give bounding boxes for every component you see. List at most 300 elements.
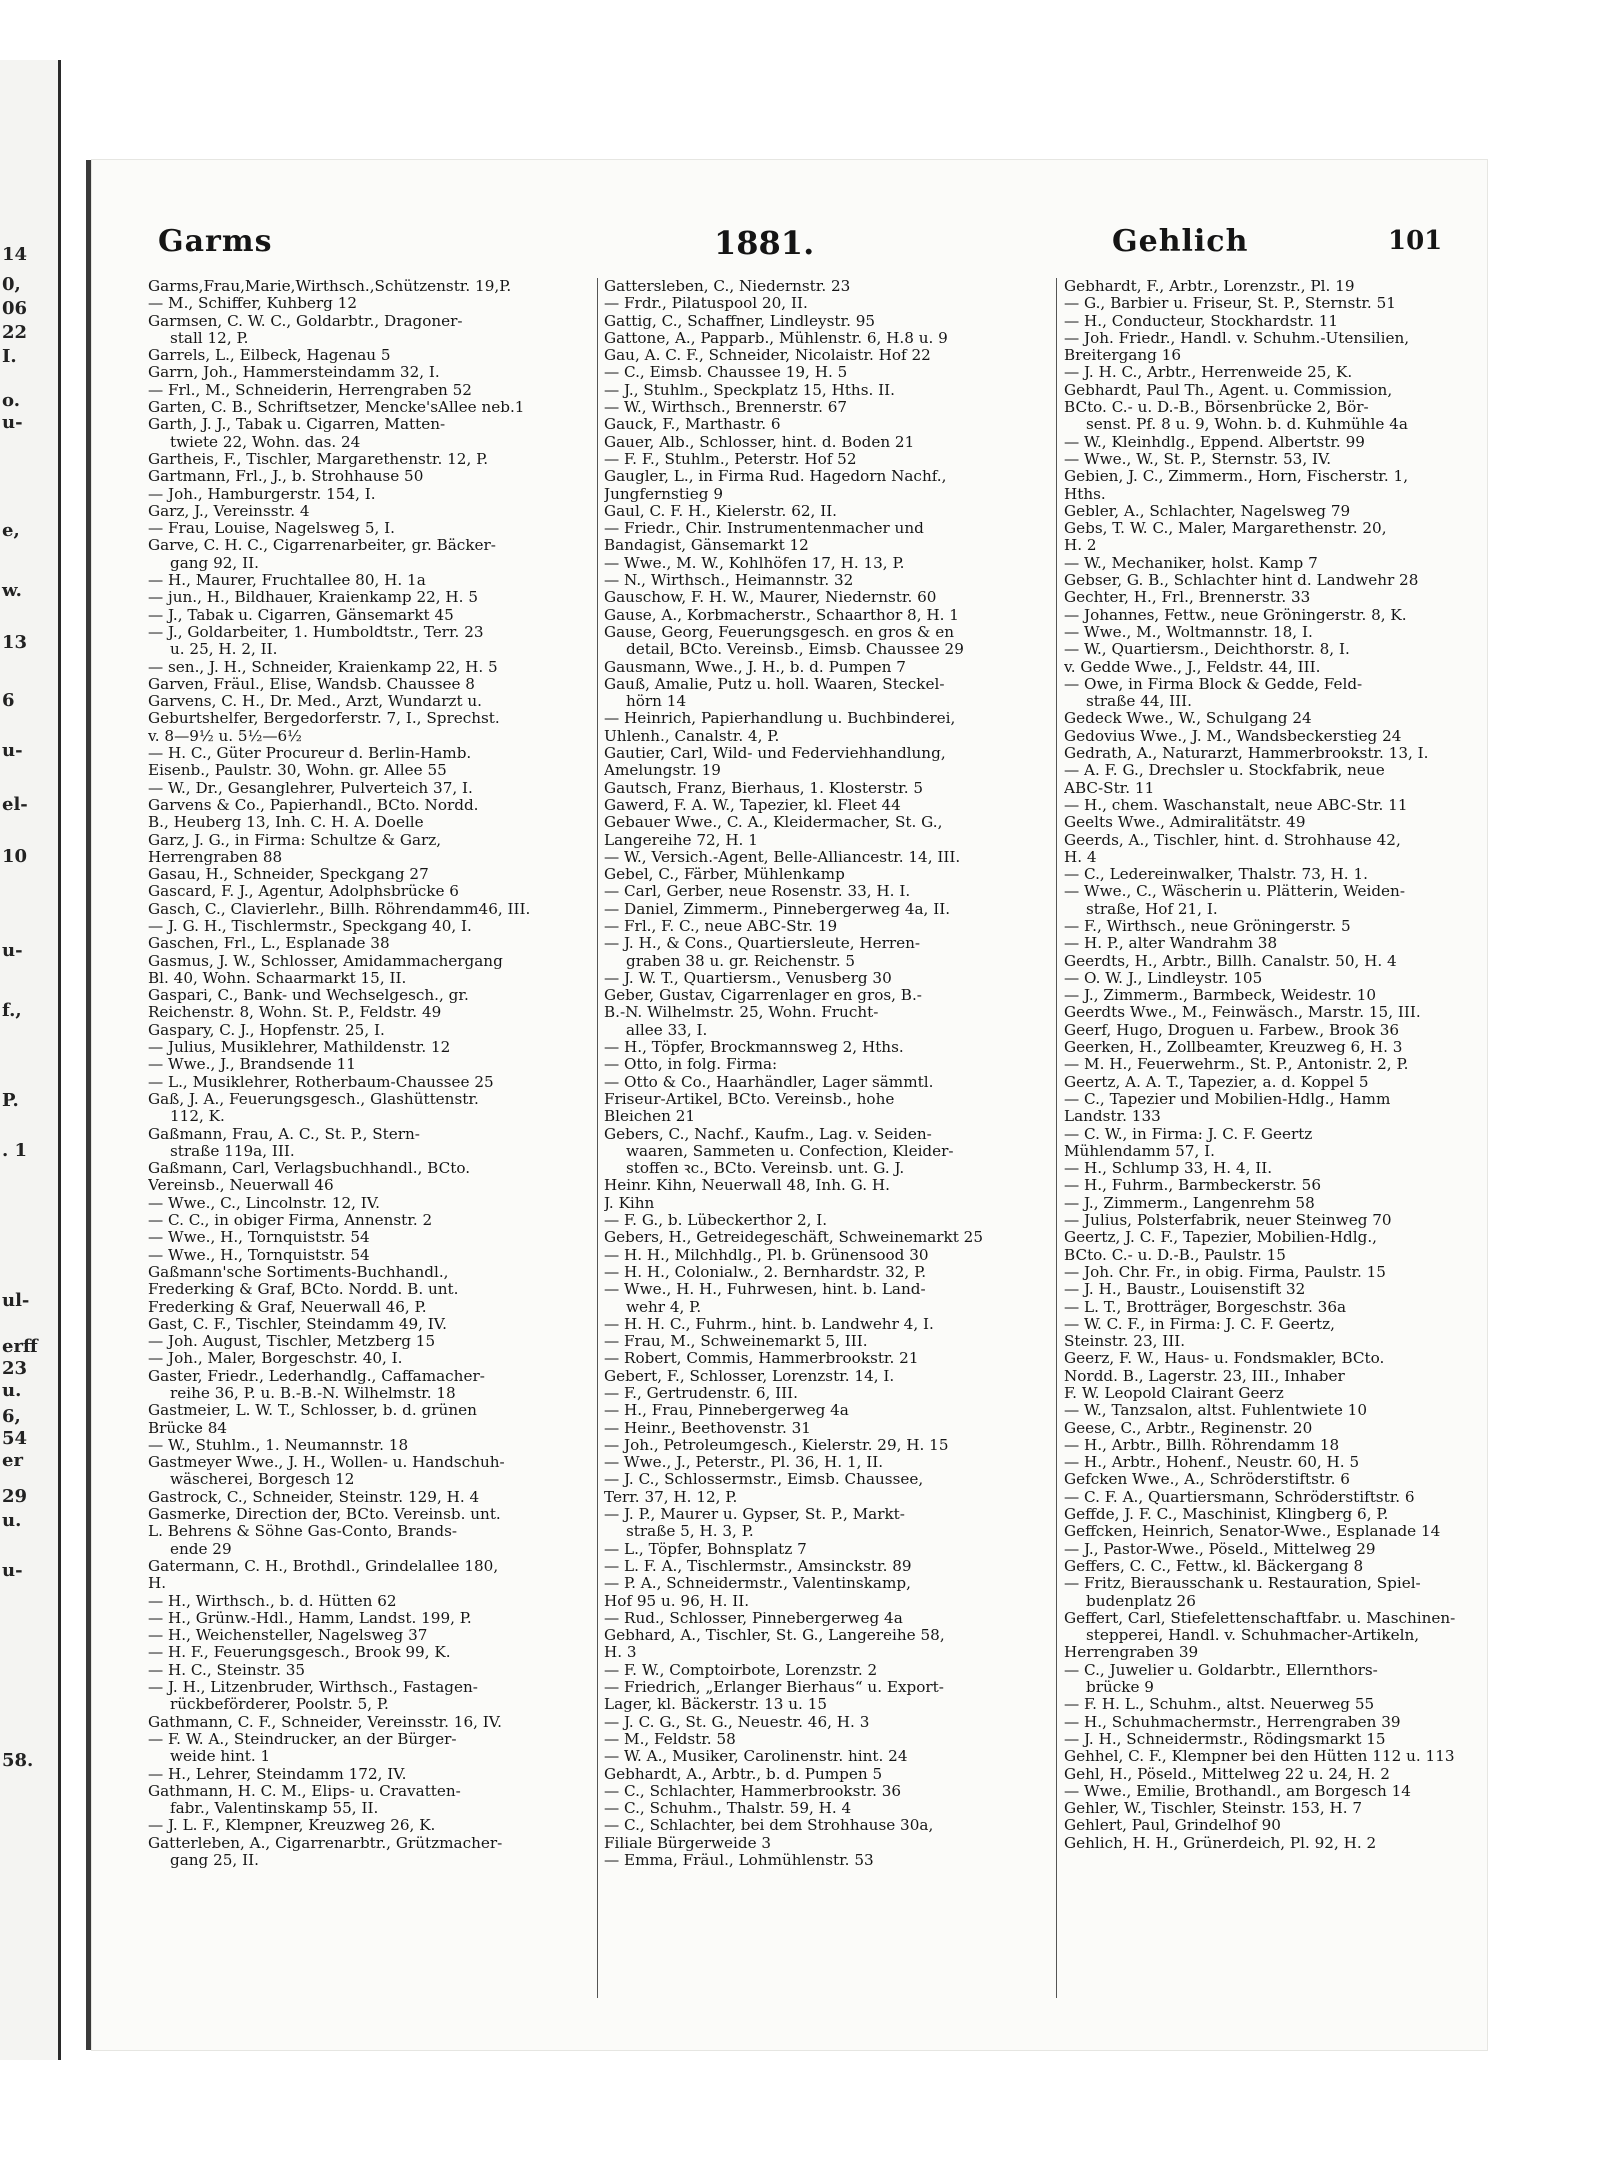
directory-entry-line: — W., Kleinhdlg., Eppend. Albertstr. 99 [1064,432,1365,451]
directory-entry-line: v. Gedde Wwe., J., Feldstr. 44, III. [1064,657,1321,676]
directory-entry-line: — Frl., M., Schneiderin, Herrengraben 52 [148,380,472,399]
directory-entry-line: — P. A., Schneidermstr., Valentinskamp, [604,1574,911,1593]
directory-entry-line: Geerds, A., Tischler, hint. d. Strohhause 42, [1064,830,1401,849]
spine-fragment: u- [2,1560,23,1581]
directory-entry-line: — O. W. J., Lindleystr. 105 [1064,968,1263,987]
directory-entry-line: Garvens & Co., Papierhandl., BCto. Nordd. [148,795,479,814]
directory-entry-line: B.-N. Wilhelmstr. 25, Wohn. Frucht- [604,1003,879,1022]
directory-entry-line: Garz, J. G., in Firma: Schultze & Garz, [148,830,442,849]
spine-fragment: ul- [2,1290,30,1311]
directory-entry-line: straße, Hof 21, I. [1086,899,1218,918]
directory-entry-line: weide hint. 1 [170,1747,271,1766]
directory-entry-line: — F., Gertrudenstr. 6, III. [604,1384,798,1402]
directory-entry-line: Mühlendamm 57, I. [1064,1141,1215,1160]
directory-entry-line: — H. H., Milchhdlg., Pl. b. Grünensood 30 [604,1245,929,1264]
directory-entry-line: — Heinr., Beethovenstr. 31 [604,1418,811,1437]
directory-entry-line: ende 29 [170,1539,232,1558]
directory-entry-line: — H., Maurer, Fruchtallee 80, H. 1a [148,571,426,590]
directory-entry-line: — H., Schlump 33, H. 4, II. [1064,1159,1273,1178]
directory-entry-line: Gasch, C., Clavierlehr., Billh. Röhrendamm46, III. [148,899,531,918]
directory-entry-line: — F. F., Stuhlm., Peterstr. Hof 52 [604,449,857,468]
directory-entry-line: — Joh. Friedr., Handl. v. Schuhm.-Utensilien, [1064,328,1410,347]
directory-entry-line: Gartmann, Frl., J., b. Strohhause 50 [148,467,424,486]
directory-entry-line: BCto. C.- u. D.-B., Paulstr. 15 [1064,1245,1286,1264]
directory-entry-line: v. 8—9½ u. 5½—6½ [148,726,302,745]
directory-entry-line: F. W. Leopold Clairant Geerz [1064,1384,1284,1402]
directory-entry-line: Brücke 84 [148,1418,228,1437]
directory-entry-line: — W., Stuhlm., 1. Neumannstr. 18 [148,1435,409,1454]
directory-entry-line: Geese, C., Arbtr., Reginenstr. 20 [1064,1418,1313,1437]
spine-fragment: 23 [2,1358,28,1379]
directory-entry-line: Gedovius Wwe., J. M., Wandsbeckerstieg 24 [1064,726,1402,745]
directory-entry-line: Gathmann, H. C. M., Elips- u. Cravatten- [148,1781,461,1800]
directory-entry-line: Geerken, H., Zollbeamter, Kreuzweg 6, H. 3 [1064,1038,1403,1057]
directory-entry-line: Gebert, F., Schlosser, Lorenzstr. 14, I. [604,1366,895,1385]
directory-entry-line: — J. W. T., Quartiersm., Venusberg 30 [604,968,892,987]
directory-entry-line: Geffers, C. C., Fettw., kl. Bäckergang 8 [1064,1556,1364,1575]
spine-fragment: 22 [2,322,28,343]
directory-entry-line: Langereihe 72, H. 1 [604,830,758,849]
directory-entry-line: Gehler, W., Tischler, Steinstr. 153, H. 7 [1064,1799,1363,1818]
spine-fragment: u. [2,1510,22,1531]
directory-entry-line: Garrels, L., Eilbeck, Hagenau 5 [148,346,391,365]
directory-entry-line: — W., Tanzsalon, altst. Fuhlentwiete 10 [1064,1401,1368,1420]
directory-entry-line: — Friedrich, „Erlanger Bierhaus“ u. Export- [604,1678,944,1697]
directory-entry-line: Gasmus, J. W., Schlosser, Amidammachergang [148,951,503,970]
directory-entry-line: Gebhardt, A., Arbtr., b. d. Pumpen 5 [604,1764,883,1783]
directory-entry-line: — J. H., Schneidermstr., Rödingsmarkt 15 [1064,1729,1386,1748]
directory-entry-line: Gehlich, H. H., Grünerdeich, Pl. 92, H. 2 [1064,1833,1377,1852]
directory-entry-line: — Joh. August, Tischler, Metzberg 15 [148,1332,436,1351]
directory-entry-line: Gastrock, C., Schneider, Steinstr. 129, H. 4 [148,1487,480,1506]
directory-entry-line: Eisenb., Paulstr. 30, Wohn. gr. Allee 55 [148,761,447,780]
directory-entry-line: — C., Eimsb. Chaussee 19, H. 5 [604,363,848,382]
directory-entry-line: — H. C., Güter Procureur d. Berlin-Hamb. [148,744,472,763]
directory-entry-line: Gechter, H., Frl., Brennerstr. 33 [1064,588,1311,607]
directory-entry-line: fabr., Valentinskamp 55, II. [170,1799,379,1818]
directory-entry-line: — Wwe., C., Lincolnstr. 12, IV. [148,1193,380,1212]
directory-entry-line: — N., Wirthsch., Heimannstr. 32 [604,571,854,590]
directory-entry-line: twiete 22, Wohn. das. 24 [170,432,361,451]
directory-entry-line: — J., Tabak u. Cigarren, Gänsemarkt 45 [148,605,454,624]
directory-entry-line: J. Kihn [604,1193,655,1212]
directory-entry-line: Gattone, A., Papparb., Mühlenstr. 6, H.8 u. 9 [604,328,948,347]
spine-fragment: 13 [2,632,28,653]
spine-fragment: w. [2,580,22,601]
directory-entry-line: Hof 95 u. 96, H. II. [604,1591,750,1610]
directory-entry-line: Hths. [1064,484,1106,503]
directory-entry-line: gang 92, II. [170,553,259,572]
directory-entry-line: — Otto, in folg. Firma: [604,1055,778,1074]
directory-entry-line: — L. T., Brotträger, Borgeschstr. 36a [1064,1297,1347,1316]
directory-entry-line: — Frl., F. C., neue ABC-Str. 19 [604,916,838,935]
column-divider [1056,278,1057,1998]
directory-entry-line: — sen., J. H., Schneider, Kraienkamp 22, H. 5 [148,657,498,676]
directory-entry-line: gang 25, II. [170,1851,259,1870]
directory-entry-line: — Daniel, Zimmerm., Pinnebergerweg 4a, II. [604,899,951,918]
directory-entry-line: straße 119a, III. [170,1141,295,1160]
directory-entry-line: Gawerd, F. A. W., Tapezier, kl. Fleet 44 [604,795,901,814]
directory-entry-line: Garten, C. B., Schriftsetzer, Mencke'sAllee neb.1 [148,398,525,417]
directory-entry-line: H. 4 [1064,847,1097,866]
directory-entry-line: — Wwe., M., Woltmannstr. 18, I. [1064,622,1313,641]
entry-column-2 [604,278,1050,2008]
directory-entry-line: Frederking & Graf, BCto. Nordd. B. unt. [148,1280,459,1299]
directory-entry-line: — H., Grünw.-Hdl., Hamm, Landst. 199, P. [148,1608,472,1627]
directory-entry-line: budenplatz 26 [1086,1591,1196,1610]
directory-entry-line: — H. H. C., Fuhrm., hint. b. Landwehr 4, I. [604,1314,934,1333]
directory-entry-line: Gauß, Amalie, Putz u. holl. Waaren, Steckel- [604,674,945,693]
directory-page [92,160,1487,2050]
directory-entry-line: Gebers, C., Nachf., Kaufm., Lag. v. Seiden- [604,1124,932,1143]
directory-entry-line: — H., Schuhmachermstr., Herrengraben 39 [1064,1712,1401,1731]
spine-fragment: 0, [2,274,21,295]
directory-entry-line: — J. H., & Cons., Quartiersleute, Herren- [604,934,921,953]
directory-entry-line: — A. F. G., Drechsler u. Stockfabrik, neue [1064,761,1385,780]
directory-entry-line: — Owe, in Firma Block & Gedde, Feld- [1064,674,1363,693]
directory-entry-line: Gast, C. F., Tischler, Steindamm 49, IV. [148,1314,447,1333]
directory-entry-line: — J. L. F., Klempner, Kreuzweg 26, K. [148,1816,436,1835]
directory-entry-line: — W. C. F., in Firma: J. C. F. Geertz, [1064,1314,1335,1333]
directory-entry-line: straße 44, III. [1086,692,1192,711]
directory-entry-line: — Carl, Gerber, neue Rosenstr. 33, H. I. [604,882,911,901]
directory-entry-line: Amelungstr. 19 [604,761,721,780]
directory-entry-line: — C., Juwelier u. Goldarbtr., Ellernthors- [1064,1660,1378,1679]
directory-entry-line: — H., Arbtr., Hohenf., Neustr. 60, H. 5 [1064,1453,1360,1472]
page-number: 101 [1388,226,1443,256]
directory-entry-line: Filiale Bürgerweide 3 [604,1833,772,1852]
directory-entry-line: — Joh., Maler, Borgeschstr. 40, I. [148,1349,403,1368]
directory-entry-line: — M., Feldstr. 58 [604,1729,736,1748]
directory-entry-line: — F., Wirthsch., neue Gröningerstr. 5 [1064,916,1351,935]
directory-entry-line: rückbeförderer, Poolstr. 5, P. [170,1695,389,1714]
directory-entry-line: Gaschen, Frl., L., Esplanade 38 [148,934,390,953]
directory-entry-line: — J. P., Maurer u. Gypser, St. P., Markt- [604,1505,905,1524]
directory-entry-line: straße 5, H. 3, P. [626,1522,754,1541]
directory-entry-line: Gaspari, C., Bank- und Wechselgesch., gr. [148,986,469,1005]
directory-entry-line: — Julius, Polsterfabrik, neuer Steinweg 70 [1064,1211,1392,1230]
directory-entry-line: — H., Wirthsch., b. d. Hütten 62 [148,1591,397,1610]
directory-entry-line: Herrengraben 39 [1064,1643,1199,1662]
directory-entry-line: Gebauer Wwe., C. A., Kleidermacher, St. G., [604,813,943,832]
directory-entry-line: Gauschow, F. H. W., Maurer, Niedernstr. 60 [604,588,937,607]
directory-entry-line: Gauer, Alb., Schlosser, hint. d. Boden 21 [604,432,915,451]
directory-entry-line: Geertz, A. A. T., Tapezier, a. d. Koppel 5 [1064,1072,1369,1091]
directory-entry-line: — W., Mechaniker, holst. Kamp 7 [1064,553,1318,572]
directory-entry-line: detail, BCto. Vereinsb., Eimsb. Chaussee 29 [626,640,964,659]
directory-entry-line: — F. W., Comptoirbote, Lorenzstr. 2 [604,1660,878,1679]
directory-entry-line: — H., Arbtr., Billh. Röhrendamm 18 [1064,1435,1340,1454]
directory-entry-line: waaren, Sammeten u. Confection, Kleider- [626,1141,954,1160]
directory-entry-line: — H., Frau, Pinnebergerweg 4a [604,1401,849,1420]
directory-entry-line: Jungfernstieg 9 [604,484,723,503]
directory-entry-line: BCto. C.- u. D.-B., Börsenbrücke 2, Bör- [1064,398,1369,417]
spine-fragment: 54 [2,1428,28,1449]
directory-entry-line: Gehlert, Paul, Grindelhof 90 [1064,1816,1281,1835]
spine-fragment: f., [2,1000,22,1021]
directory-entry-line: Gau, A. C. F., Schneider, Nicolaistr. Hof 22 [604,346,931,365]
directory-entry-line: Gaspary, C. J., Hopfenstr. 25, I. [148,1020,385,1039]
directory-entry-line: Gedrath, A., Naturarzt, Hammerbrookstr. 13, I. [1064,744,1429,763]
directory-entry-line: Gaster, Friedr., Lederhandlg., Caffamacher- [148,1366,485,1385]
directory-entry-line: — H., Weichensteller, Nagelsweg 37 [148,1626,428,1645]
directory-entry-line: — C., Ledereinwalker, Thalstr. 73, H. 1. [1064,865,1368,884]
directory-entry-line: Gastmeyer Wwe., J. H., Wollen- u. Handschuh- [148,1453,505,1472]
directory-entry-line: — G., Barbier u. Friseur, St. P., Sternstr. 51 [1064,294,1396,313]
directory-entry-line: Geffde, J. F. C., Maschinist, Klingberg 6, P. [1064,1505,1389,1524]
directory-entry-line: — Wwe., H., Tornquiststr. 54 [148,1245,370,1264]
directory-entry-line: — J., Goldarbeiter, 1. Humboldtstr., Terr. 23 [148,622,484,641]
directory-entry-line: Gehl, H., Pöseld., Mittelweg 22 u. 24, H. 2 [1064,1764,1390,1783]
directory-entry-line: Gebien, J. C., Zimmerm., Horn, Fischerstr. 1, [1064,467,1409,486]
directory-entry-line: Bleichen 21 [604,1107,696,1126]
header-right-guideword: Gehlich [1112,224,1249,259]
directory-entry-line: Gebhard, A., Tischler, St. G., Langereihe 58, [604,1626,945,1645]
spine-fragment: 6 [2,690,15,711]
directory-entry-line: Gattersleben, C., Niedernstr. 23 [604,278,851,295]
directory-entry-line: — J. H. C., Arbtr., Herrenweide 25, K. [1064,363,1353,382]
directory-entry-line: Gebser, G. B., Schlachter hint d. Landwehr 28 [1064,571,1419,590]
directory-entry-line: Reichenstr. 8, Wohn. St. P., Feldstr. 49 [148,1003,442,1022]
directory-entry-line: — jun., H., Bildhauer, Kraienkamp 22, H. 5 [148,588,478,607]
directory-entry-line: — J., Stuhlm., Speckplatz 15, Hths. II. [604,380,895,399]
directory-entry-line: Gaßmann, Carl, Verlagsbuchhandl., BCto. [148,1159,471,1178]
directory-entry-line: Friseur-Artikel, BCto. Vereinsb., hohe [604,1089,895,1108]
directory-entry-line: hörn 14 [626,692,687,711]
directory-entry-line: — M. H., Feuerwehrm., St. P., Antonistr. 2, P. [1064,1055,1409,1074]
directory-entry-line: Geffcken, Heinrich, Senator-Wwe., Esplanade 14 [1064,1522,1441,1541]
directory-entry-line: Heinr. Kihn, Neuerwall 48, Inh. G. H. [604,1176,890,1195]
directory-entry-line: — Emma, Fräul., Lohmühlenstr. 53 [604,1851,874,1870]
directory-entry-line: Garmsen, C. W. C., Goldarbtr., Dragoner- [148,311,463,330]
directory-entry-line: — J., Pastor-Wwe., Pöseld., Mittelweg 29 [1064,1539,1376,1558]
directory-entry-line: brücke 9 [1086,1678,1154,1697]
directory-entry-line: Gedeck Wwe., W., Schulgang 24 [1064,709,1312,728]
directory-entry-line: Garvens, C. H., Dr. Med., Arzt, Wundarzt u. [148,692,482,711]
directory-entry-line: Steinstr. 23, III. [1064,1332,1186,1351]
spine-fragment: 14 [2,244,28,265]
directory-entry-line: — Frau, Louise, Nagelsweg 5, I. [148,519,395,538]
directory-entry-line: Gefcken Wwe., A., Schröderstiftstr. 6 [1064,1470,1350,1489]
directory-entry-line: — W., Wirthsch., Brennerstr. 67 [604,398,848,417]
directory-entry-line: — Robert, Commis, Hammerbrookstr. 21 [604,1349,919,1368]
directory-entry-line: Gatermann, C. H., Brothdl., Grindelallee 180, [148,1556,499,1575]
directory-entry-line: Garms,Frau,Marie,Wirthsch.,Schützenstr. 19,P. [148,278,512,295]
directory-entry-line: Geerf, Hugo, Droguen u. Farbew., Brook 36 [1064,1020,1400,1039]
spine-fragment: el- [2,794,28,815]
directory-entry-line: Vereinsb., Neuerwall 46 [148,1176,334,1195]
directory-entry-line: — Heinrich, Papierhandlung u. Buchbinderei, [604,709,956,728]
directory-entry-line: Garth, J. J., Tabak u. Cigarren, Matten- [148,415,446,434]
directory-entry-line: wäscherei, Borgesch 12 [170,1470,355,1489]
directory-entry-line: Gebers, H., Getreidegeschäft, Schweinemarkt 25 [604,1228,984,1247]
directory-entry-line: reihe 36, P. u. B.-B.-N. Wilhelmstr. 18 [170,1384,456,1402]
directory-entry-line: — Rud., Schlosser, Pinnebergerweg 4a [604,1608,903,1627]
directory-entry-line: Gautsch, Franz, Bierhaus, 1. Klosterstr. 5 [604,778,924,797]
directory-entry-line: graben 38 u. gr. Reichenstr. 5 [626,951,856,970]
spine-fragment: 06 [2,298,28,319]
directory-entry-line: Frederking & Graf, Neuerwall 46, P. [148,1297,427,1316]
directory-entry-line: Gattig, C., Schaffner, Lindleystr. 95 [604,311,876,330]
directory-entry-line: Bandagist, Gänsemarkt 12 [604,536,809,555]
spine-fragment: I. [2,346,17,367]
entry-column-1 [148,278,588,2008]
directory-entry-line: — H. P., alter Wandrahm 38 [1064,934,1278,953]
directory-entry-line: Gartheis, F., Tischler, Margarethenstr. 12, P. [148,449,489,468]
directory-entry-line: Gaßmann, Frau, A. C., St. P., Stern- [148,1124,420,1143]
spine-fragment: u. [2,1380,22,1401]
directory-entry-line: Geelts Wwe., Admiralitätstr. 49 [1064,813,1306,832]
directory-entry-line: — C. W., in Firma: J. C. F. Geertz [1064,1124,1313,1143]
directory-entry-line: — Joh., Hamburgerstr. 154, I. [148,484,376,503]
directory-entry-line: — C. C., in obiger Firma, Annenstr. 2 [148,1211,433,1230]
directory-entry-line: Nordd. B., Lagerstr. 23, III., Inhaber [1064,1366,1345,1385]
directory-entry-line: — W., Dr., Gesanglehrer, Pulverteich 37, I. [148,778,473,797]
directory-entry-line: Gaßmann'sche Sortiments-Buchhandl., [148,1262,449,1281]
directory-entry-line: Gaul, C. F. H., Kielerstr. 62, II. [604,501,838,520]
directory-entry-line: Geburtshelfer, Bergedorferstr. 7, I., Sprechst. [148,709,500,728]
directory-entry-line: 112, K. [170,1107,225,1126]
directory-entry-line: — Julius, Musiklehrer, Mathildenstr. 12 [148,1038,451,1057]
directory-entry-line: Gaugler, L., in Firma Rud. Hagedorn Nachf., [604,467,947,486]
spine-fragment: u- [2,940,23,961]
directory-entry-line: Geber, Gustav, Cigarrenlager en gros, B.- [604,986,922,1005]
directory-entry-line: — Wwe., M. W., Kohlhöfen 17, H. 13, P. [604,553,905,572]
directory-entry-line: Geertz, J. C. F., Tapezier, Mobilien-Hdlg., [1064,1228,1377,1247]
page-header [92,224,1487,272]
directory-entry-line: — C. F. A., Quartiersmann, Schröderstiftstr. 6 [1064,1487,1415,1506]
directory-entry-line: — J., Zimmerm., Barmbeck, Weidestr. 10 [1064,986,1377,1005]
directory-entry-line: Geerz, F. W., Haus- u. Fondsmakler, BCto. [1064,1349,1385,1368]
directory-entry-line: Geerdts, H., Arbtr., Billh. Canalstr. 50, H. 4 [1064,951,1397,970]
directory-entry-line: Garven, Fräul., Elise, Wandsb. Chaussee 8 [148,674,475,693]
directory-entry-line: Breitergang 16 [1064,346,1182,365]
directory-entry-line: Gathmann, C. F., Schneider, Vereinsstr. 16, IV. [148,1712,502,1731]
directory-entry-line: L. Behrens & Söhne Gas-Conto, Brands- [148,1522,458,1541]
directory-entry-line: Gauck, F., Marthastr. 6 [604,415,781,434]
directory-entry-line: ABC-Str. 11 [1064,778,1155,797]
directory-entry-line: — Wwe., H., Tornquiststr. 54 [148,1228,370,1247]
spine-fragment: 29 [2,1486,28,1507]
directory-entry-line: — W., Quartiersm., Deichthorstr. 8, I. [1064,640,1350,659]
directory-entry-line: Landstr. 133 [1064,1107,1161,1126]
spine-fragment: u- [2,412,23,433]
directory-entry-line: — J. C. G., St. G., Neuestr. 46, H. 3 [604,1712,870,1731]
spine-fragment: . 1 [2,1140,28,1161]
left-page-spine [0,60,61,2060]
entry-column-3 [1064,278,1480,2008]
directory-entry-line: — J., Zimmerm., Langenrehm 58 [1064,1193,1315,1212]
directory-entry-line: Geerdts Wwe., M., Feinwäsch., Marstr. 15, III. [1064,1003,1421,1022]
directory-entry-line: allee 33, I. [626,1020,708,1039]
directory-entry-line: — Frdr., Pilatuspool 20, II. [604,294,808,313]
directory-entry-line: Bl. 40, Wohn. Schaarmarkt 15, II. [148,968,407,987]
directory-entry-line: stoffen ꝛc., BCto. Vereinsb. unt. G. J. [626,1159,905,1178]
directory-entry-line: — C., Schlachter, Hammerbrookstr. 36 [604,1781,902,1800]
directory-entry-line: — Wwe., C., Wäscherin u. Plätterin, Weiden- [1064,882,1405,901]
directory-entry-line: — Joh., Petroleumgesch., Kielerstr. 29, H. 15 [604,1435,949,1454]
directory-entry-line: H. 3 [604,1643,637,1662]
directory-entry-line: — Wwe., J., Brandsende 11 [148,1055,356,1074]
directory-entry-line: — L. F. A., Tischlermstr., Amsinckstr. 89 [604,1556,912,1575]
directory-entry-line: — J. G. H., Tischlermstr., Speckgang 40, I. [148,916,472,935]
directory-entry-line: wehr 4, P. [626,1297,702,1316]
directory-entry-line: Gasau, H., Schneider, Speckgang 27 [148,865,429,884]
directory-entry-line: — Joh. Chr. Fr., in obig. Firma, Paulstr. 15 [1064,1262,1386,1281]
directory-entry-line: Gautier, Carl, Wild- und Federviehhandlung, [604,744,946,763]
directory-entry-line: u. 25, H. 2, II. [170,640,278,659]
spine-fragment: er [2,1450,23,1471]
directory-entry-line: Gebs, T. W. C., Maler, Margarethenstr. 20, [1064,519,1387,538]
directory-entry-line: — Otto & Co., Haarhändler, Lager sämmtl. [604,1072,934,1091]
directory-entry-line: stall 12, P. [170,328,249,347]
directory-entry-line: — C., Schlachter, bei dem Strohhause 30a, [604,1816,934,1835]
directory-entry-line: — H., chem. Waschanstalt, neue ABC-Str. 11 [1064,795,1408,814]
directory-entry-line: — F. G., b. Lübeckerthor 2, I. [604,1211,828,1230]
directory-entry-line: — C., Tapezier und Mobilien-Hdlg., Hamm [1064,1089,1391,1108]
directory-entry-line: — F. H. L., Schuhm., altst. Neuerweg 55 [1064,1695,1375,1714]
directory-entry-line: — L., Töpfer, Bohnsplatz 7 [604,1539,807,1558]
directory-entry-line: B., Heuberg 13, Inh. C. H. A. Doelle [148,813,424,832]
spine-fragment: e, [2,520,20,541]
spine-fragment: 58. [2,1750,34,1771]
spine-fragment: P. [2,1090,19,1111]
directory-entry-line: Gaß, J. A., Feuerungsgesch., Glashüttenstr. [148,1089,479,1108]
directory-entry-line: Gebel, C., Färber, Mühlenkamp [604,865,845,884]
directory-entry-line: Gasmerke, Direction der, BCto. Vereinsb. unt. [148,1505,501,1524]
spine-fragment: u- [2,740,23,761]
column-divider [597,278,598,1998]
directory-entry-line: — F. W. A., Steindrucker, an der Bürger- [148,1729,457,1748]
spine-fragment: erff [2,1336,38,1357]
directory-entry-line: — Wwe., H. H., Fuhrwesen, hint. b. Land- [604,1280,926,1299]
directory-entry-line: — W. A., Musiker, Carolinenstr. hint. 24 [604,1747,908,1766]
directory-entry-line: Garve, C. H. C., Cigarrenarbeiter, gr. Bäcker- [148,536,496,555]
directory-entry-line: — Wwe., W., St. P., Sternstr. 53, IV. [1064,449,1332,468]
directory-entry-line: Herrengraben 88 [148,847,283,866]
directory-entry-line: — H. C., Steinstr. 35 [148,1660,306,1679]
directory-entry-line: Gausmann, Wwe., J. H., b. d. Pumpen 7 [604,657,906,676]
directory-entry-line: Uhlenh., Canalstr. 4, P. [604,726,780,745]
directory-entry-line: — Friedr., Chir. Instrumentenmacher und [604,519,924,538]
directory-entry-line: — J. C., Schlossermstr., Eimsb. Chaussee, [604,1470,924,1489]
directory-entry-line: — H., Fuhrm., Barmbeckerstr. 56 [1064,1176,1321,1195]
directory-entry-line: — H. F., Feuerungsgesch., Brook 99, K. [148,1643,451,1662]
directory-entry-line: — Wwe., J., Peterstr., Pl. 36, H. 1, II. [604,1453,884,1472]
directory-entry-line: — J. H., Baustr., Louisenstift 32 [1064,1280,1306,1299]
directory-entry-line: — J. H., Litzenbruder, Wirthsch., Fastagen- [148,1678,478,1697]
directory-entry-line: stepperei, Handl. v. Schuhmacher-Artikeln, [1086,1626,1420,1645]
header-left-guideword: Garms [158,224,273,259]
spine-fragment: o. [2,390,20,411]
directory-entry-line: Gebhardt, Paul Th., Agent. u. Commission, [1064,380,1393,399]
directory-entry-line: — M., Schiffer, Kuhberg 12 [148,294,358,313]
header-year: 1881. [714,224,815,262]
directory-entry-line: Garz, J., Vereinsstr. 4 [148,501,310,520]
spine-fragment: 10 [2,846,28,867]
directory-entry-line: Gastmeier, L. W. T., Schlosser, b. d. grünen [148,1401,477,1420]
directory-entry-line: — H., Töpfer, Brockmannsweg 2, Hths. [604,1038,904,1057]
directory-entry-line: Garrn, Joh., Hammersteindamm 32, I. [148,363,440,382]
directory-entry-line: Gascard, F. J., Agentur, Adolphsbrücke 6 [148,882,459,901]
spine-fragment: 6, [2,1406,21,1427]
directory-entry-line: — W., Versich.-Agent, Belle-Alliancestr. 14, III. [604,847,961,866]
directory-entry-line: Gause, Georg, Feuerungsgesch. en gros & en [604,622,955,641]
directory-entry-line: H. [148,1574,167,1593]
directory-entry-line: Lager, kl. Bäckerstr. 13 u. 15 [604,1695,828,1714]
directory-entry-line: — Frau, M., Schweinemarkt 5, III. [604,1332,868,1351]
directory-entry-line: — H., Lehrer, Steindamm 172, IV. [148,1764,407,1783]
